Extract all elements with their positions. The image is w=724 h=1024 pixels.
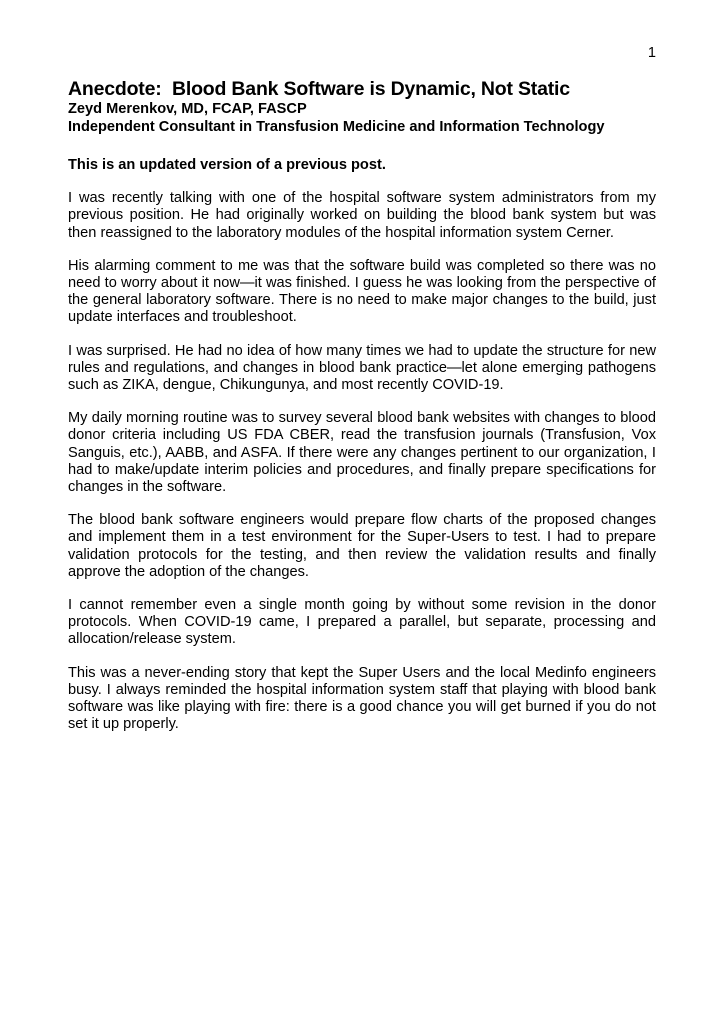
paragraph-2: His alarming comment to me was that the software build was completed so there was no need to worry about it now—it was finished. I guess he was looking from the perspective of the general laboratory software. There is no need to make major changes to the build, just update interfaces and troubleshoot.: [68, 257, 656, 326]
paragraph-1: I was recently talking with one of the hospital software system administrators from my previous position. He had originally worked on building the blood bank system but was then reassigned to the laboratory modules of the hospital information system Cerner.: [68, 190, 656, 241]
update-note: This is an updated version of a previous post.: [68, 157, 386, 173]
paragraph-5: The blood bank software engineers would prepare flow charts of the proposed changes and implement them in a test environment for the Super-Users to test. I had to prepare validation protocols for the testing, and then review the validation results and finally approve the adoption of the changes.: [68, 512, 656, 580]
page-number: 1: [647, 45, 656, 61]
paragraph-6: I cannot remember even a single month going by without some revision in the donor protocols. When COVID-19 came, I prepared a parallel, but separate, processing and allocation/release system.: [68, 597, 656, 648]
document-content: [68, 78, 656, 733]
affiliation-line: Independent Consultant in Transfusion Medicine and Information Technology: [68, 119, 605, 135]
paragraph-4: My daily morning routine was to survey several blood bank websites with changes to blood donor criteria including US FDA CBER, read the transfusion journals (Transfusion, Vox Sanguis, etc.), AABB, and ASFA. If there were any changes pertinent to our organization, I had to make/update interim policies and procedures, and finally prepare specifications for changes in the software.: [68, 410, 656, 496]
author-line: Zeyd Merenkov, MD, FCAP, FASCP: [68, 101, 307, 117]
document-title: Anecdote: Blood Bank Software is Dynamic, Not Static: [68, 78, 570, 100]
paragraph-7: This was a never-ending story that kept the Super Users and the local Medinfo engineers busy. I always reminded the hospital information system staff that playing with blood bank software was like playing with fire: there is a good chance you will get burned if you do not set it up properly.: [68, 664, 656, 733]
paragraph-3: I was surprised. He had no idea of how many times we had to update the structure for new rules and regulations, and changes in blood bank practice—let alone emerging pathogens such as ZIKA, dengue, Chikungunya, and most recently COVID-19.: [68, 342, 656, 394]
